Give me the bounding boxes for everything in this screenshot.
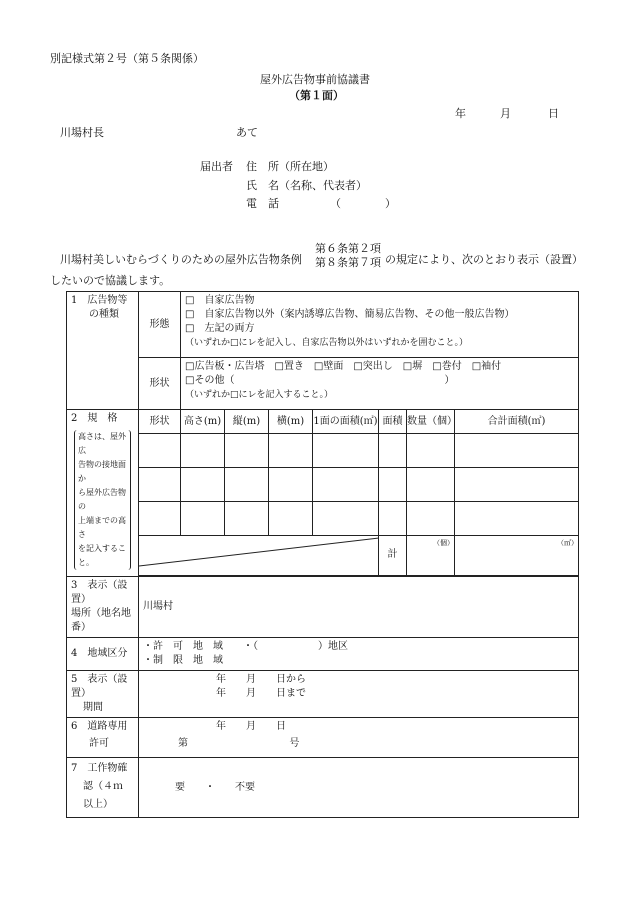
total-area[interactable]: （㎡） (455, 535, 579, 575)
article-bottom: 第８条第７項 (315, 256, 381, 269)
addressee: 川場村長 (60, 126, 104, 139)
road-permit-date[interactable]: 年 月 日 (216, 721, 286, 732)
keitai-label: 形態 (139, 292, 181, 358)
keijo-option-1[interactable]: □広告板・広告塔 □置き □壁面 □突出し □塀 □巻付 □袖付 (185, 361, 502, 372)
keitai-note: （いずれか□にレを記入し、自家広告物以外はいずれかを囲むこと。） (185, 338, 469, 348)
date-month: 月 (500, 107, 511, 120)
keitai-options (181, 292, 579, 358)
row7-label: 7 工作物確 認（４ｍ 以上） (67, 758, 139, 818)
addressee-ate: あて (236, 126, 258, 139)
road-permit-values (139, 718, 579, 758)
spec-header-vertical: 縦(m) (225, 410, 269, 434)
spec-header-total-area: 合計面積(㎡) (455, 410, 579, 434)
date-year: 年 (455, 107, 466, 120)
road-permit-go: 号 (289, 738, 300, 749)
document-subtitle: （第１面） (289, 89, 344, 102)
area-permit[interactable]: ・許 可 地 域 ・（ ）地区 (143, 641, 348, 652)
intro-prefix: 川場村美しいむらづくりのための屋外広告物条例 (60, 253, 302, 266)
total-label: 計 (379, 535, 407, 575)
name-label: 氏 名（名称、代表者） (246, 179, 367, 192)
document-title: 屋外広告物事前協議書 (260, 73, 370, 86)
keitai-option-1[interactable]: □ 自家広告物 (185, 295, 255, 306)
article-top: 第６条第２項 (315, 242, 381, 255)
keijo-label: 形状 (139, 358, 181, 410)
area-class-values (139, 638, 579, 671)
spec-header-height: 高さ(m) (181, 410, 225, 434)
form-table (66, 291, 579, 818)
keijo-note: （いずれか□にレを記入すること。） (185, 390, 334, 400)
height-note: 高さは、屋外広 告物の接地面か ら屋外広告物の 上端までの高さ を記入すること。 (74, 430, 131, 570)
spec-row (67, 501, 579, 535)
row5-label: 5 表示（設置） 期間 (67, 671, 139, 718)
spec-header-area-per-face: 1面の面積(㎡) (313, 410, 379, 434)
spec-row (67, 468, 579, 502)
period-from[interactable]: 年 月 日から (216, 674, 306, 685)
spec-total-row (67, 535, 579, 575)
spec-row (67, 434, 579, 468)
road-permit-dai: 第 (178, 738, 188, 749)
row-area-class (67, 638, 579, 671)
structure-confirmation-value[interactable]: 要 ・ 不要 (139, 758, 579, 818)
address-label: 住 所（所在地） (246, 160, 334, 173)
applicant-label: 届出者 (200, 160, 233, 173)
total-quantity[interactable]: （個） (407, 535, 455, 575)
form-number: 別記様式第２号（第５条関係） (50, 52, 204, 65)
row-type-keijo (67, 358, 579, 410)
spec-header-row (67, 410, 579, 434)
spec-header-quantity: 数量（個） (407, 410, 455, 434)
row2-label: 2 規 格 高さは、屋外広 告物の接地面か ら屋外広告物の 上端までの高さ を記入すること。 (67, 410, 139, 577)
keitai-option-3[interactable]: □ 左記の両方 (185, 323, 255, 334)
row-road-permit (67, 718, 579, 758)
spec-header-shape: 形状 (139, 410, 181, 434)
phone-paren: （ ） (330, 197, 396, 210)
row1-label: 1 広告物等 の種類 (67, 292, 139, 410)
date-day: 日 (548, 107, 559, 120)
spec-header-horizontal: 横(m) (269, 410, 313, 434)
area-restrict[interactable]: ・制 限 地 域 (143, 655, 223, 666)
period-values (139, 671, 579, 718)
keijo-option-other[interactable]: □その他（ ） (185, 375, 455, 386)
row-type-keitai (67, 292, 579, 358)
total-diagonal-cell (139, 535, 379, 575)
period-to[interactable]: 年 月 日まで (216, 688, 306, 699)
phone-label: 電 話 (246, 197, 279, 210)
intro-suffix: の規定により、次のとおり表示（設置） (385, 253, 583, 266)
spec-header-area: 面積 (379, 410, 407, 434)
keijo-options (181, 358, 579, 410)
row6-label: 6 道路専用 許可 (67, 718, 139, 758)
row-location (67, 577, 579, 638)
keitai-option-2[interactable]: □ 自家広告物以外（案内誘導広告物、簡易広告物、その他一般広告物） (185, 309, 515, 320)
diagonal-line (139, 536, 378, 568)
intro-line2: したいので協議します。 (50, 274, 171, 287)
row3-label: 3 表示（設置） 場所（地名地番） (67, 577, 139, 638)
row4-label: 4 地域区分 (67, 638, 139, 671)
row-structure-confirmation (67, 758, 579, 818)
row-period (67, 671, 579, 718)
location-value[interactable]: 川場村 (139, 577, 579, 638)
